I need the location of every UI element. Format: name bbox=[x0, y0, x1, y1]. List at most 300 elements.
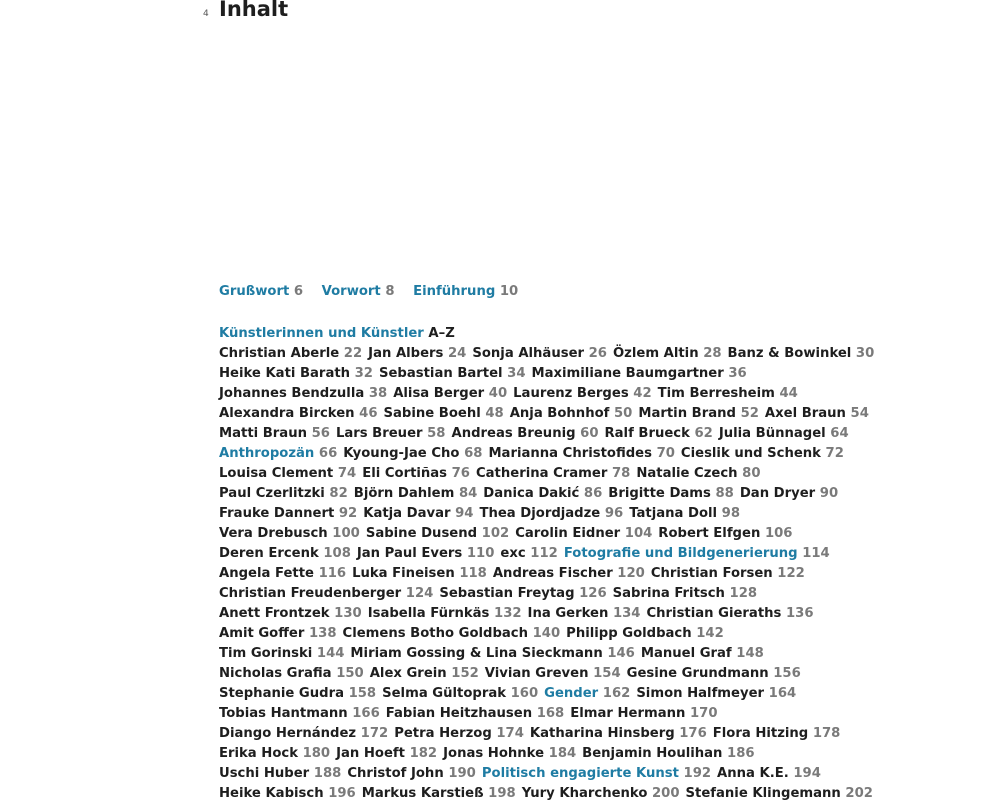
section-label: Künstlerinnen und Künstler bbox=[219, 326, 424, 341]
entry-name: Martin Brand bbox=[638, 406, 736, 421]
artist-entry[interactable] bbox=[566, 626, 724, 641]
artist-entry[interactable] bbox=[368, 606, 522, 621]
entry-name: Robert Elfgen bbox=[658, 526, 761, 541]
entry-name: Ina Gerken bbox=[527, 606, 609, 621]
artist-entry[interactable] bbox=[352, 566, 487, 581]
section-suffix: A–Z bbox=[428, 326, 455, 341]
entry-page: 72 bbox=[825, 446, 844, 461]
artist-entry[interactable] bbox=[740, 486, 838, 501]
entry-line bbox=[219, 364, 880, 384]
artist-entry[interactable] bbox=[570, 706, 717, 721]
artist-entry[interactable] bbox=[493, 566, 645, 581]
entry-page: 74 bbox=[337, 466, 357, 481]
artist-entry[interactable] bbox=[528, 606, 641, 621]
entry-name: Jan Albers bbox=[368, 346, 444, 361]
artist-entry[interactable] bbox=[336, 746, 437, 761]
artist-entry[interactable] bbox=[629, 506, 740, 521]
entry-name: Heike Kabisch bbox=[219, 786, 324, 801]
artist-entry[interactable] bbox=[366, 526, 509, 541]
entry-name: Markus Karstieß bbox=[361, 786, 484, 801]
entry-page: 38 bbox=[368, 386, 388, 401]
entry-name: Andreas Breunig bbox=[451, 426, 576, 441]
section-heading bbox=[219, 324, 880, 344]
entry-line bbox=[219, 724, 880, 744]
artist-entry[interactable] bbox=[219, 706, 380, 721]
entry-name: Paul Czerlitzki bbox=[219, 486, 325, 501]
entry-line bbox=[219, 604, 880, 624]
entry-name: Christian Forsen bbox=[650, 566, 773, 581]
artist-entry[interactable] bbox=[658, 386, 798, 401]
artist-entry[interactable] bbox=[219, 486, 348, 501]
entry-line bbox=[219, 584, 880, 604]
entry-line bbox=[219, 764, 880, 784]
entry-name: Ralf Brueck bbox=[604, 426, 690, 441]
entry-page: 184 bbox=[548, 746, 577, 761]
theme-entry[interactable] bbox=[219, 446, 337, 461]
artist-entry[interactable] bbox=[362, 466, 470, 481]
entry-page: 112 bbox=[530, 546, 558, 561]
artist-entry[interactable] bbox=[347, 766, 476, 781]
entry-name: Danica Dakić bbox=[483, 486, 580, 501]
entry-page: 180 bbox=[302, 746, 331, 761]
artist-entry[interactable] bbox=[510, 406, 633, 421]
entry-page: 40 bbox=[488, 386, 508, 401]
entry-name: Nicholas Grafia bbox=[219, 666, 332, 681]
entry-page: 76 bbox=[451, 466, 470, 481]
entry-name: Gender bbox=[544, 686, 599, 701]
entry-page: 48 bbox=[485, 406, 504, 421]
artist-entry[interactable] bbox=[532, 366, 747, 381]
entry-page: 58 bbox=[427, 426, 446, 441]
entry-page: 90 bbox=[819, 486, 839, 501]
entry-name: Stefanie Klingemann bbox=[685, 786, 841, 801]
entry-page: 106 bbox=[764, 526, 793, 541]
entry-name: Miriam Gossing & Lina Sieckmann bbox=[350, 646, 603, 661]
entry-name: Christian Gieraths bbox=[646, 606, 782, 621]
entry-page: 162 bbox=[602, 686, 631, 701]
artist-entry[interactable] bbox=[219, 786, 356, 801]
artist-entry[interactable] bbox=[394, 726, 524, 741]
artist-entry[interactable] bbox=[439, 586, 606, 601]
entry-page: 54 bbox=[850, 406, 869, 421]
entry-name: Stephanie Gudra bbox=[219, 686, 344, 701]
artist-entry[interactable] bbox=[717, 766, 821, 781]
artist-entry[interactable] bbox=[651, 566, 805, 581]
entry-name: Cieslik und Schenk bbox=[680, 446, 821, 461]
entry-page: 202 bbox=[845, 786, 873, 801]
entry-page: 188 bbox=[313, 766, 342, 781]
entry-page: 186 bbox=[727, 746, 755, 761]
entry-page: 30 bbox=[855, 346, 875, 361]
entry-name: Gesine Grundmann bbox=[626, 666, 769, 681]
artist-entry[interactable] bbox=[515, 526, 652, 541]
entry-page: 134 bbox=[612, 606, 641, 621]
entry-name: Eli Cortiñas bbox=[362, 466, 448, 481]
entry-page: 70 bbox=[656, 446, 675, 461]
entry-page: 42 bbox=[633, 386, 652, 401]
artist-entry[interactable] bbox=[382, 686, 538, 701]
entry-label: Einführung bbox=[413, 284, 496, 299]
entry-line bbox=[219, 504, 880, 524]
entry-name: Tim Gorinski bbox=[219, 646, 313, 661]
entry-label: Vorwort bbox=[321, 284, 381, 299]
entry-name: Sabine Dusend bbox=[365, 526, 478, 541]
entry-name: Sebastian Bartel bbox=[378, 366, 503, 381]
entry-page: 130 bbox=[334, 606, 362, 621]
entry-name: Katja Davar bbox=[363, 506, 451, 521]
entry-page: 196 bbox=[328, 786, 356, 801]
artist-entry[interactable] bbox=[219, 506, 357, 521]
entry-page: 182 bbox=[409, 746, 438, 761]
entry-page: 60 bbox=[580, 426, 599, 441]
entry-name: Luka Fineisen bbox=[352, 566, 455, 581]
entry-name: Marianna Christofides bbox=[488, 446, 652, 461]
entry-page: 168 bbox=[536, 706, 565, 721]
artist-entry[interactable] bbox=[219, 386, 387, 401]
artist-entry[interactable] bbox=[357, 546, 495, 561]
entry-page: 94 bbox=[455, 506, 474, 521]
artist-entry[interactable] bbox=[443, 746, 576, 761]
artist-entry[interactable] bbox=[219, 686, 376, 701]
entry-name: Catherina Cramer bbox=[475, 466, 608, 481]
artist-entry[interactable] bbox=[219, 566, 346, 581]
entry-name: Laurenz Berges bbox=[513, 386, 629, 401]
entry-page: 200 bbox=[652, 786, 680, 801]
entry-page: 142 bbox=[696, 626, 724, 641]
entry-page: 46 bbox=[359, 406, 378, 421]
entry-page: 92 bbox=[338, 506, 358, 521]
entry-page: 124 bbox=[405, 586, 434, 601]
artist-entry[interactable] bbox=[451, 426, 598, 441]
intro-entry-grusswort[interactable] bbox=[219, 284, 303, 299]
intro-entry-vorwort[interactable] bbox=[322, 284, 395, 299]
entry-name: Jan Hoeft bbox=[336, 746, 405, 761]
entry-name: Anna K.E. bbox=[717, 766, 789, 781]
entry-name: Tatjana Doll bbox=[629, 506, 718, 521]
entry-page: 156 bbox=[773, 666, 801, 681]
artist-entry[interactable] bbox=[368, 346, 466, 361]
entry-page: 52 bbox=[740, 406, 759, 421]
theme-entry[interactable] bbox=[482, 766, 711, 781]
entry-page: 78 bbox=[611, 466, 631, 481]
entry-page: 170 bbox=[689, 706, 718, 721]
entry-name: Jan Paul Evers bbox=[356, 546, 463, 561]
artist-entry[interactable] bbox=[472, 346, 607, 361]
entry-name: Banz & Bowinkel bbox=[727, 346, 852, 361]
artist-entry[interactable] bbox=[500, 546, 557, 561]
artist-entry[interactable] bbox=[608, 486, 734, 501]
entry-lines bbox=[219, 344, 880, 804]
artist-entry[interactable] bbox=[219, 366, 373, 381]
artist-entry[interactable] bbox=[370, 666, 479, 681]
entry-name: Sabrina Fritsch bbox=[612, 586, 725, 601]
artist-entry[interactable] bbox=[646, 606, 813, 621]
entry-name: Fotografie und Bildgenerierung bbox=[563, 546, 798, 561]
entry-name: Simon Halfmeyer bbox=[636, 686, 765, 701]
theme-entry[interactable] bbox=[544, 686, 630, 701]
artist-index bbox=[219, 324, 880, 804]
artist-entry[interactable] bbox=[219, 586, 433, 601]
artist-entry[interactable] bbox=[393, 386, 507, 401]
entry-page: 144 bbox=[316, 646, 345, 661]
entry-page: 150 bbox=[336, 666, 364, 681]
entry-page: 148 bbox=[736, 646, 764, 661]
entry-name: Benjamin Houlihan bbox=[582, 746, 723, 761]
entry-name: Johannes Bendzulla bbox=[219, 386, 365, 401]
entry-name: Kyoung-Jae Cho bbox=[343, 446, 460, 461]
entry-page: 154 bbox=[593, 666, 621, 681]
entry-page: 140 bbox=[532, 626, 561, 641]
entry-name: Björn Dahlem bbox=[353, 486, 455, 501]
entry-name: Christof John bbox=[347, 766, 444, 781]
entry-name: Anthropozän bbox=[219, 446, 315, 461]
entry-page: 66 bbox=[318, 446, 338, 461]
artist-entry[interactable] bbox=[530, 726, 707, 741]
entry-page: 8 bbox=[385, 284, 395, 299]
artist-entry[interactable] bbox=[219, 646, 344, 661]
artist-entry[interactable] bbox=[386, 706, 564, 721]
entry-page: 84 bbox=[458, 486, 478, 501]
entry-page: 88 bbox=[715, 486, 734, 501]
artist-entry[interactable] bbox=[219, 426, 330, 441]
artist-entry[interactable] bbox=[384, 406, 504, 421]
entry-page: 32 bbox=[354, 366, 373, 381]
entry-name: Carolin Eidner bbox=[515, 526, 621, 541]
entry-line bbox=[219, 644, 880, 664]
entry-line bbox=[219, 444, 880, 464]
intro-sections bbox=[219, 284, 532, 299]
entry-page: 68 bbox=[464, 446, 483, 461]
artist-entry[interactable] bbox=[362, 786, 516, 801]
entry-name: Sabine Boehl bbox=[383, 406, 481, 421]
entry-name: Jonas Hohnke bbox=[443, 746, 545, 761]
artist-entry[interactable] bbox=[605, 426, 713, 441]
entry-name: Politisch engagierte Kunst bbox=[481, 766, 679, 781]
entry-page: 160 bbox=[510, 686, 539, 701]
artist-entry[interactable] bbox=[485, 666, 621, 681]
entry-page: 80 bbox=[742, 466, 761, 481]
entry-name: Alisa Berger bbox=[393, 386, 485, 401]
theme-entry[interactable] bbox=[564, 546, 830, 561]
artist-entry[interactable] bbox=[219, 406, 378, 421]
entry-line bbox=[219, 524, 880, 544]
entry-name: Özlem Altin bbox=[612, 346, 699, 361]
artist-entry[interactable] bbox=[354, 486, 478, 501]
entry-name: Vivian Greven bbox=[484, 666, 589, 681]
artist-entry[interactable] bbox=[219, 746, 330, 761]
artist-entry[interactable] bbox=[636, 466, 760, 481]
entry-page: 126 bbox=[579, 586, 607, 601]
entry-page: 138 bbox=[308, 626, 337, 641]
entry-page: 82 bbox=[329, 486, 348, 501]
artist-entry[interactable] bbox=[613, 586, 757, 601]
artist-entry[interactable] bbox=[483, 486, 602, 501]
artist-entry[interactable] bbox=[219, 626, 337, 641]
entry-name: Anett Frontzek bbox=[219, 606, 330, 621]
entry-name: Selma Gültoprak bbox=[382, 686, 507, 701]
entry-line bbox=[219, 704, 880, 724]
entry-page: 172 bbox=[360, 726, 389, 741]
entry-page: 132 bbox=[494, 606, 522, 621]
artist-entry[interactable] bbox=[219, 466, 356, 481]
entry-line bbox=[219, 744, 880, 764]
entry-name: Alex Grein bbox=[369, 666, 447, 681]
entry-name: Axel Braun bbox=[764, 406, 846, 421]
artist-entry[interactable] bbox=[658, 526, 792, 541]
entry-page: 166 bbox=[352, 706, 380, 721]
entry-page: 50 bbox=[613, 406, 633, 421]
entry-name: Alexandra Bircken bbox=[219, 406, 355, 421]
entry-name: Clemens Botho Goldbach bbox=[342, 626, 529, 641]
entry-page: 26 bbox=[588, 346, 607, 361]
entry-name: Deren Ercenk bbox=[219, 546, 319, 561]
entry-page: 104 bbox=[624, 526, 653, 541]
entry-name: Petra Herzog bbox=[394, 726, 492, 741]
artist-entry[interactable] bbox=[681, 446, 844, 461]
entry-line bbox=[219, 624, 880, 644]
entry-name: Matti Braun bbox=[219, 426, 307, 441]
entry-name: Sonja Alhäuser bbox=[472, 346, 585, 361]
artist-entry[interactable] bbox=[513, 386, 651, 401]
entry-line bbox=[219, 464, 880, 484]
entry-name: Erika Hock bbox=[219, 746, 298, 761]
entry-name: Lars Breuer bbox=[335, 426, 423, 441]
entry-page: 56 bbox=[311, 426, 330, 441]
entry-name: Louisa Clement bbox=[219, 466, 334, 481]
entry-page: 158 bbox=[348, 686, 377, 701]
entry-name: Isabella Fürnkäs bbox=[367, 606, 490, 621]
artist-entry[interactable] bbox=[476, 466, 630, 481]
entry-page: 62 bbox=[694, 426, 713, 441]
artist-entry[interactable] bbox=[765, 406, 869, 421]
entry-name: Maximiliane Baumgartner bbox=[531, 366, 724, 381]
entry-line bbox=[219, 344, 880, 364]
entry-page: 190 bbox=[448, 766, 476, 781]
entry-line bbox=[219, 784, 880, 804]
artist-entry[interactable] bbox=[343, 626, 561, 641]
entry-page: 136 bbox=[785, 606, 814, 621]
entry-name: Amit Goffer bbox=[219, 626, 305, 641]
artist-entry[interactable] bbox=[350, 646, 634, 661]
entry-name: Flora Hitzing bbox=[712, 726, 809, 741]
entry-page: 64 bbox=[830, 426, 849, 441]
artist-entry[interactable] bbox=[728, 346, 875, 361]
intro-entry-einfuehrung[interactable] bbox=[413, 284, 518, 299]
entry-name: Brigitte Dams bbox=[608, 486, 711, 501]
entry-page: 176 bbox=[679, 726, 707, 741]
page-number: 4 bbox=[203, 9, 209, 19]
artist-entry[interactable] bbox=[636, 686, 796, 701]
artist-entry[interactable] bbox=[219, 346, 362, 361]
entry-page: 194 bbox=[793, 766, 821, 781]
artist-entry[interactable] bbox=[343, 446, 482, 461]
entry-page: 118 bbox=[459, 566, 487, 581]
entry-name: Fabian Heitzhausen bbox=[385, 706, 533, 721]
artist-entry[interactable] bbox=[641, 646, 764, 661]
artist-entry[interactable] bbox=[379, 366, 526, 381]
entry-page: 96 bbox=[604, 506, 624, 521]
artist-entry[interactable] bbox=[336, 426, 446, 441]
artist-entry[interactable] bbox=[719, 426, 849, 441]
entry-line bbox=[219, 684, 880, 704]
entry-name: Anja Bohnhof bbox=[509, 406, 610, 421]
entry-page: 44 bbox=[779, 386, 798, 401]
entry-page: 98 bbox=[721, 506, 740, 521]
entry-label: Grußwort bbox=[219, 284, 290, 299]
artist-entry[interactable] bbox=[522, 786, 680, 801]
entry-page: 116 bbox=[318, 566, 347, 581]
entry-line bbox=[219, 564, 880, 584]
entry-name: Tim Berresheim bbox=[657, 386, 775, 401]
entry-name: Julia Bünnagel bbox=[718, 426, 826, 441]
entry-name: exc bbox=[500, 546, 526, 561]
artist-entry[interactable] bbox=[713, 726, 841, 741]
artist-entry[interactable] bbox=[219, 606, 362, 621]
entry-name: Sebastian Freytag bbox=[439, 586, 575, 601]
entry-page: 114 bbox=[802, 546, 830, 561]
entry-page: 108 bbox=[323, 546, 351, 561]
page-title: Inhalt bbox=[219, 0, 289, 21]
entry-page: 24 bbox=[448, 346, 467, 361]
entry-name: Katharina Hinsberg bbox=[529, 726, 675, 741]
entry-page: 22 bbox=[343, 346, 363, 361]
artist-entry[interactable] bbox=[219, 526, 360, 541]
artist-entry[interactable] bbox=[638, 406, 759, 421]
entry-name: Heike Kati Barath bbox=[219, 366, 351, 381]
entry-name: Manuel Graf bbox=[640, 646, 732, 661]
entry-name: Diango Hernández bbox=[219, 726, 357, 741]
entry-page: 120 bbox=[617, 566, 645, 581]
entry-page: 102 bbox=[481, 526, 510, 541]
artist-entry[interactable] bbox=[613, 346, 722, 361]
entry-page: 6 bbox=[293, 284, 304, 299]
entry-page: 164 bbox=[768, 686, 797, 701]
entry-line bbox=[219, 424, 880, 444]
artist-entry[interactable] bbox=[479, 506, 623, 521]
entry-name: Frauke Dannert bbox=[219, 506, 335, 521]
entry-page: 128 bbox=[729, 586, 758, 601]
artist-entry[interactable] bbox=[686, 786, 873, 801]
entry-page: 192 bbox=[683, 766, 712, 781]
entry-page: 122 bbox=[777, 566, 805, 581]
entry-page: 34 bbox=[507, 366, 526, 381]
entry-name: Andreas Fischer bbox=[492, 566, 613, 581]
entry-name: Angela Fette bbox=[219, 566, 314, 581]
entry-name: Natalie Czech bbox=[636, 466, 738, 481]
artist-entry[interactable] bbox=[582, 746, 754, 761]
artist-entry[interactable] bbox=[363, 506, 473, 521]
entry-name: Tobias Hantmann bbox=[219, 706, 348, 721]
artist-entry[interactable] bbox=[219, 546, 351, 561]
entry-page: 100 bbox=[332, 526, 360, 541]
entry-line bbox=[219, 384, 880, 404]
entry-name: Elmar Hermann bbox=[570, 706, 686, 721]
artist-entry[interactable] bbox=[488, 446, 674, 461]
artist-entry[interactable] bbox=[219, 726, 388, 741]
entry-page: 178 bbox=[812, 726, 841, 741]
entry-name: Christian Aberle bbox=[219, 346, 340, 361]
entry-page: 174 bbox=[496, 726, 524, 741]
artist-entry[interactable] bbox=[219, 666, 364, 681]
entry-line bbox=[219, 544, 880, 564]
entry-page: 28 bbox=[703, 346, 722, 361]
entry-page: 86 bbox=[583, 486, 603, 501]
entry-line bbox=[219, 484, 880, 504]
artist-entry[interactable] bbox=[627, 666, 801, 681]
entry-page: 36 bbox=[728, 366, 747, 381]
artist-entry[interactable] bbox=[219, 766, 341, 781]
entry-page: 146 bbox=[607, 646, 635, 661]
